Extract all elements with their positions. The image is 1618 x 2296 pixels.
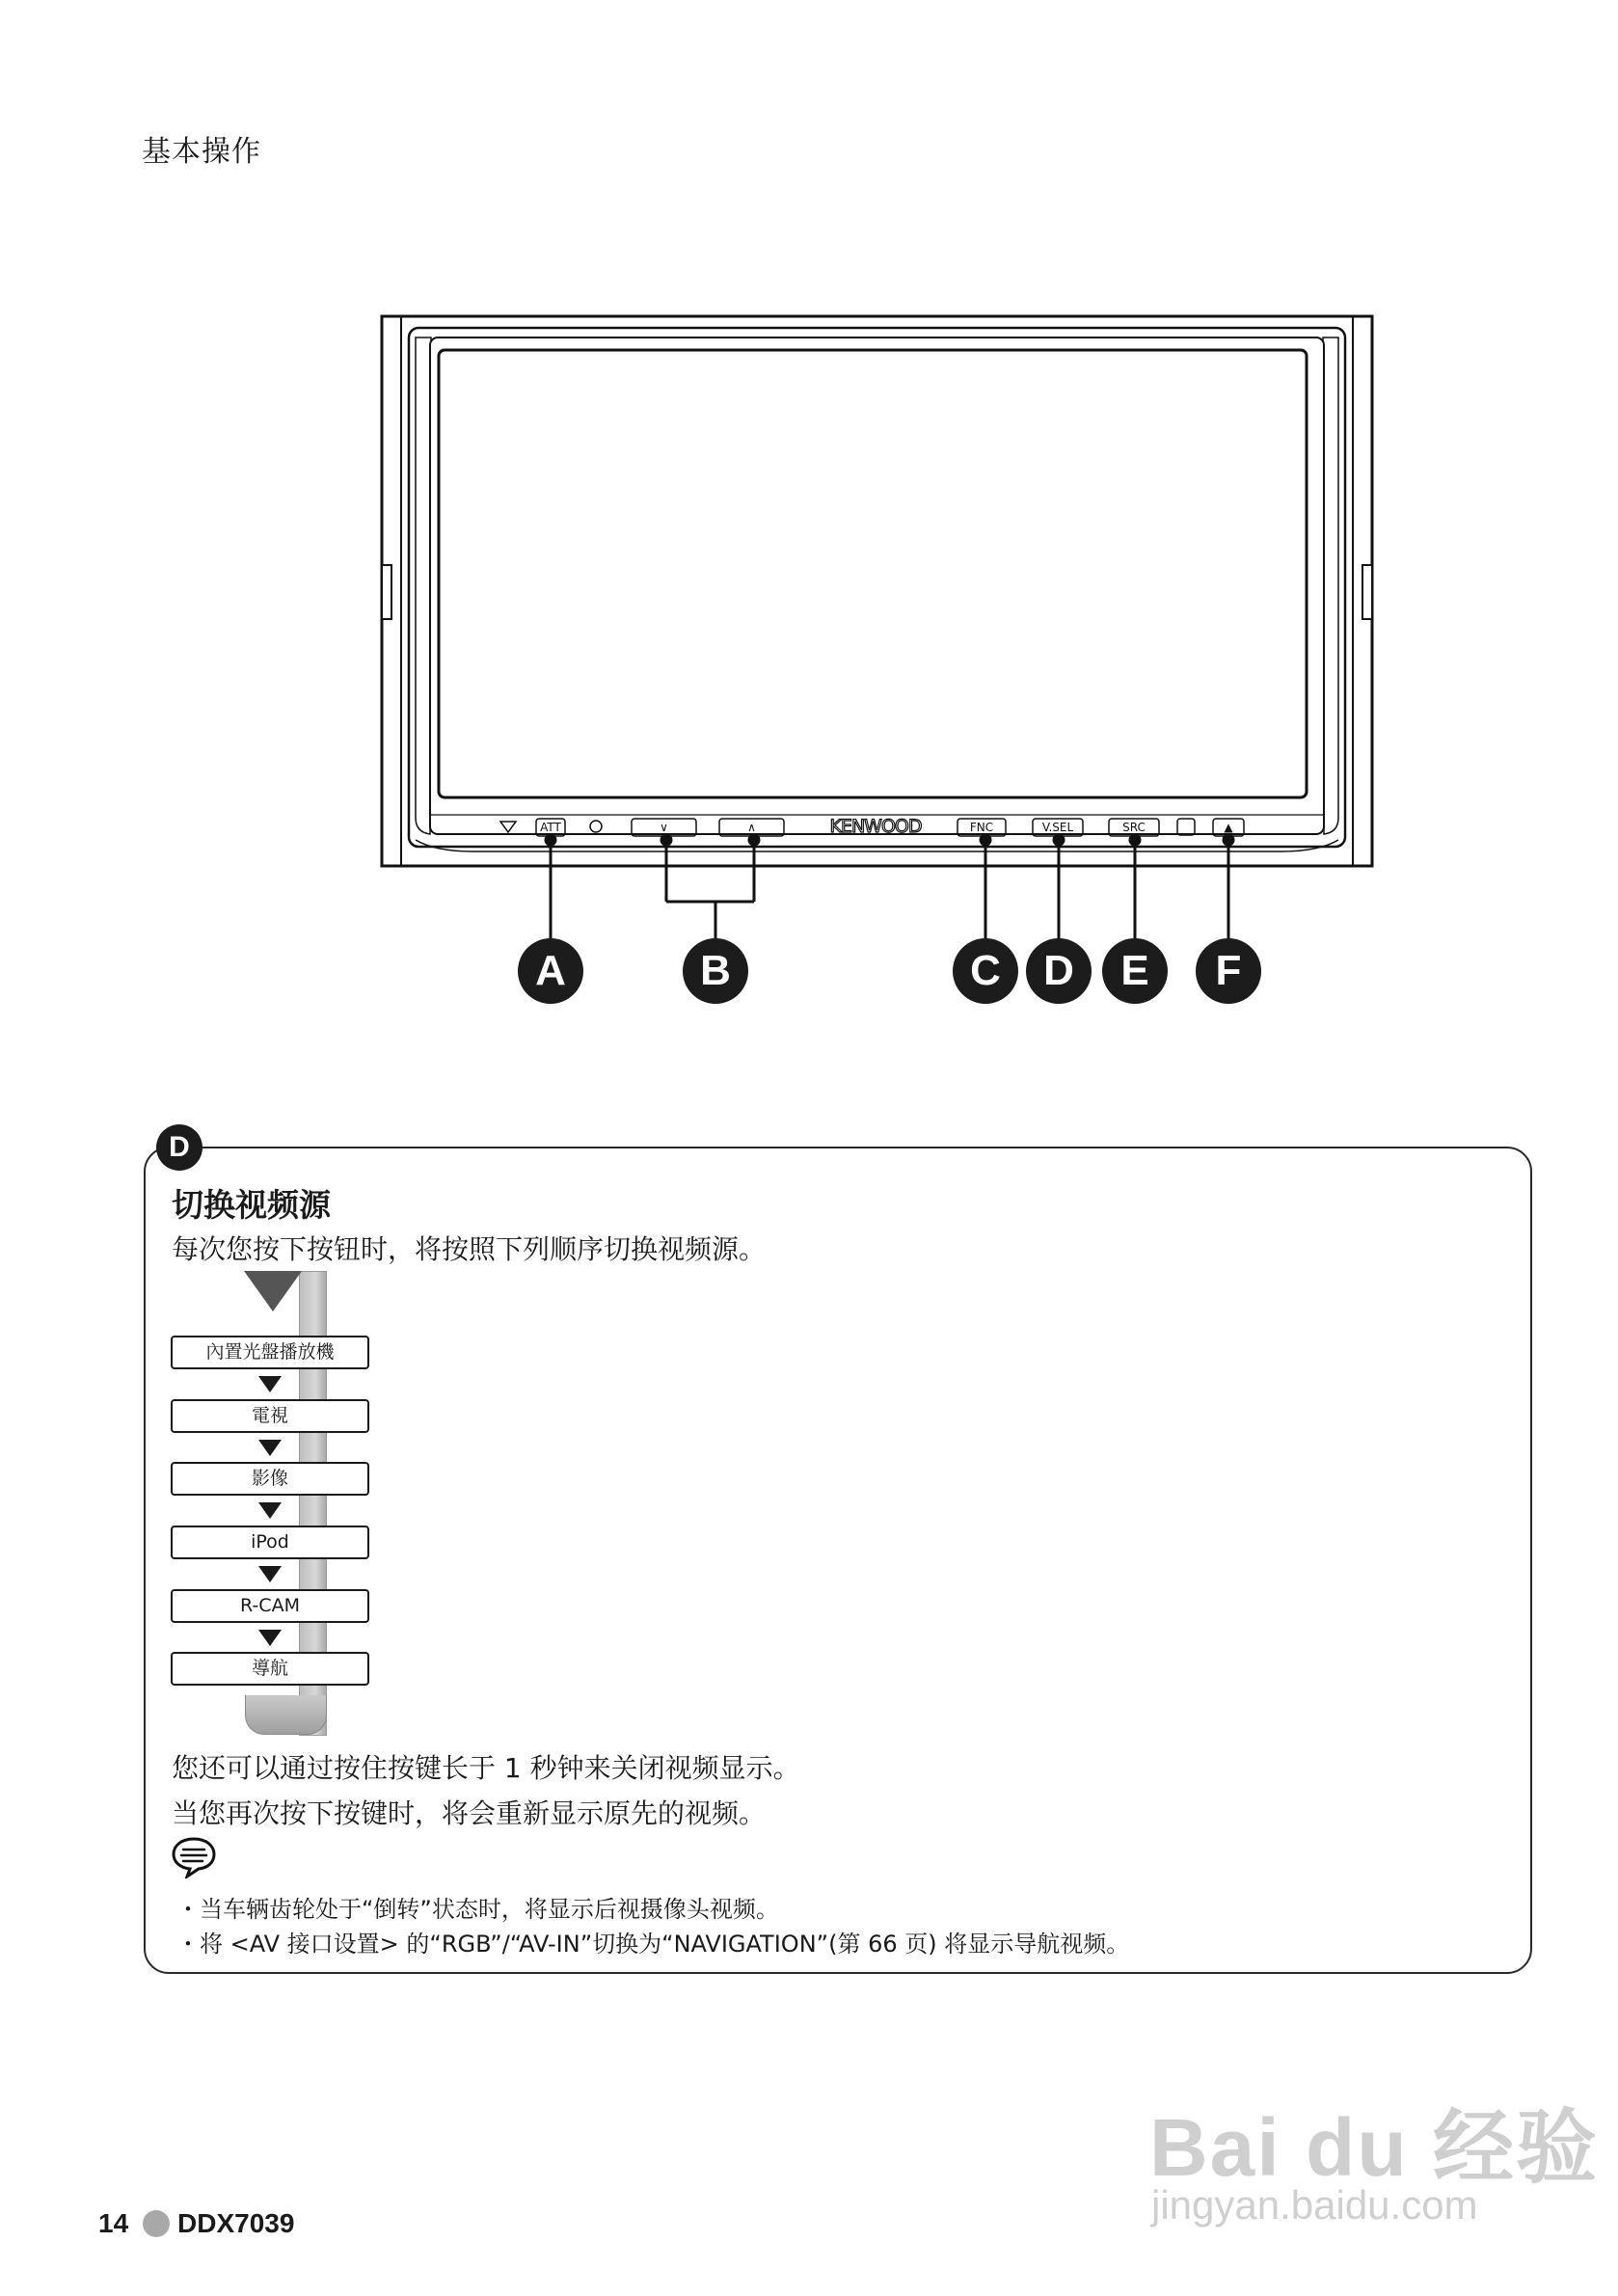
- callout-c: C: [953, 938, 1018, 1004]
- watermark-url: jingyan.baidu.com: [1151, 2182, 1478, 2228]
- sequence-loop-return: [245, 1695, 327, 1735]
- note-text-1: ・当车辆齿轮处于“倒转”状态时，将显示后视摄像头视频。: [176, 1896, 779, 1923]
- down-button[interactable]: ∨: [660, 821, 668, 834]
- panel-badge: D: [156, 1124, 202, 1171]
- page-number: 14: [98, 2208, 129, 2238]
- sequence-item-ipod: iPod: [171, 1526, 369, 1559]
- note-text-2: ・将 <AV 接口设置> 的“RGB”/“AV-IN”切换为“NAVIGATION”(第 66 页) 将显示导航视频。: [176, 1931, 1130, 1958]
- up-button[interactable]: ∧: [747, 821, 756, 834]
- callout-e: E: [1102, 938, 1168, 1004]
- device-front-panel: [377, 311, 1377, 871]
- panel-intro: 每次您按下按钮时，将按照下列顺序切换视频源。: [172, 1233, 767, 1265]
- section-label: 基本操作: [142, 135, 261, 169]
- callout-a: A: [518, 938, 583, 1004]
- down-arrow-icon: [258, 1630, 282, 1646]
- att-button[interactable]: ATT: [540, 821, 561, 834]
- sequence-item-tv: 電視: [171, 1399, 369, 1433]
- body-text-1: 您还可以通过按住按键长于 1 秒钟来关闭视频显示。: [172, 1752, 800, 1784]
- note-speech-bubble-icon: [171, 1836, 217, 1878]
- src-button[interactable]: SRC: [1122, 821, 1146, 834]
- footer-bullet-icon: [143, 2210, 170, 2237]
- down-arrow-icon: [258, 1376, 282, 1392]
- sequence-item-disc: 內置光盤播放機: [171, 1336, 369, 1369]
- down-arrow-icon: [258, 1440, 282, 1456]
- eject-button[interactable]: ▲: [1224, 821, 1233, 834]
- device-outline-drawing: [377, 311, 1377, 871]
- watermark-logo: Bai du 经验: [1149, 2102, 1600, 2193]
- callout-b: B: [683, 938, 748, 1004]
- callout-d: D: [1026, 938, 1092, 1004]
- sequence-start-arrow-icon: [244, 1271, 302, 1311]
- panel-title: 切换视频源: [172, 1186, 331, 1224]
- fnc-button[interactable]: FNC: [969, 821, 994, 834]
- callout-f: F: [1196, 938, 1261, 1004]
- sequence-item-video: 影像: [171, 1462, 369, 1496]
- body-text-2: 当您再次按下按键时，将会重新显示原先的视频。: [172, 1797, 767, 1829]
- down-arrow-icon: [258, 1502, 282, 1519]
- sequence-item-navigation: 導航: [171, 1652, 369, 1686]
- down-arrow-icon: [258, 1566, 282, 1582]
- vsel-button[interactable]: V.SEL: [1041, 821, 1074, 834]
- info-panel: [144, 1147, 1532, 1974]
- brand-logo: KENWOOD: [829, 816, 922, 837]
- model-name: DDX7039: [177, 2208, 295, 2238]
- sequence-item-rcam: R-CAM: [171, 1589, 369, 1623]
